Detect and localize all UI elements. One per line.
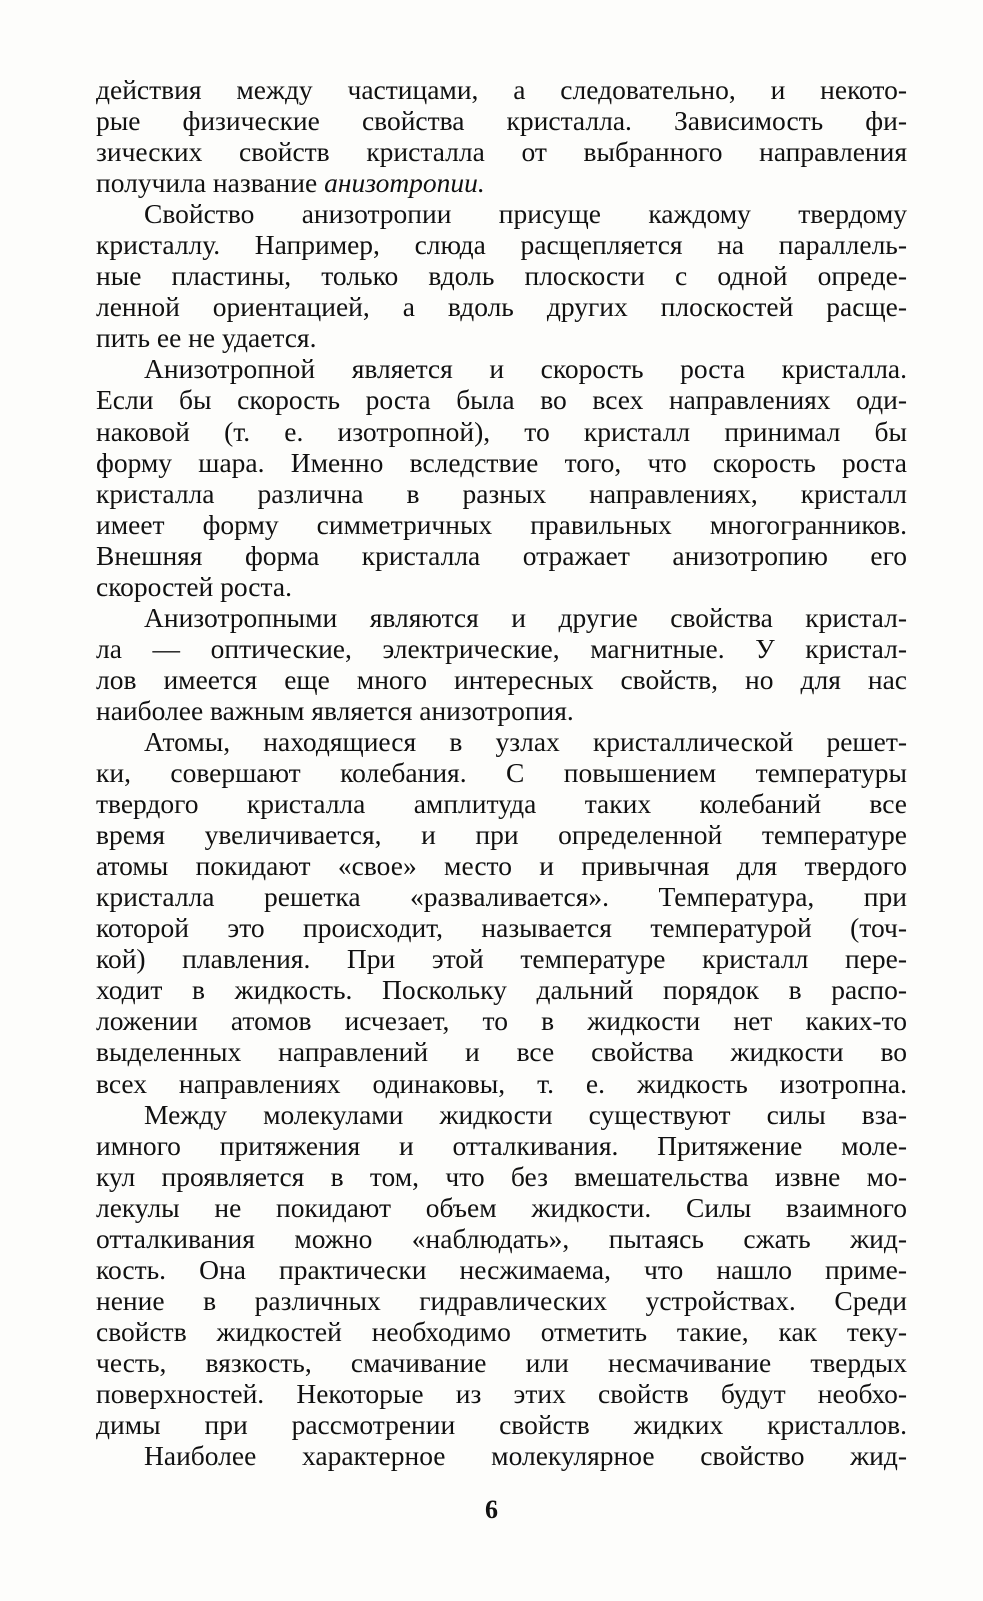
text-line: [96, 447, 907, 478]
text-line-content: Внешняя форма кристалла отражает анизотропию его: [96, 539, 907, 571]
text-line-content: ки, совершают колебания. С повышением температуры: [96, 757, 907, 789]
text-line-content: пить ее не удается.: [96, 322, 317, 354]
text-line-content: Атомы, находящиеся в узлах кристаллической решет-: [144, 725, 907, 757]
text-line-content: ходит в жидкость. Поскольку дальний порядок в распо-: [96, 974, 907, 1006]
text-line: [96, 1378, 907, 1409]
text-line-content: кристалла решетка «разваливается». Температура, при: [96, 881, 907, 913]
text-line-content: честь, вязкость, смачивание или несмачивание твердых: [96, 1346, 907, 1378]
text-line: [96, 1068, 907, 1099]
text-line: [96, 602, 907, 633]
text-line-content: имеет форму симметричных правильных многогранников.: [96, 508, 907, 540]
text-line: [96, 105, 907, 136]
text-line-content: кул проявляется в том, что без вмешательства извне мо-: [96, 1160, 907, 1192]
text-line: [96, 540, 907, 571]
text-line-content: кой) плавления. При этой температуре кристалл пере-: [96, 943, 907, 975]
text-line: [96, 943, 907, 974]
text-line: [96, 726, 907, 757]
text-line: [96, 416, 907, 447]
text-line-content: ленной ориентацией, а вдоль других плоскостей расще-: [96, 291, 907, 323]
text-line-content: наковой (т. е. изотропной), то кристалл принимал бы: [96, 415, 907, 447]
text-line: [96, 1254, 907, 1285]
text-line-content: кристалла различна в разных направлениях, кристалл: [96, 477, 907, 509]
text-line-content: рые физические свойства кристалла. Зависимость фи-: [96, 105, 907, 137]
text-line: [96, 1130, 907, 1161]
text-line: [96, 229, 907, 260]
body-text: [96, 74, 907, 1471]
text-line: [96, 1316, 907, 1347]
text-line: [96, 260, 907, 291]
text-line-content: получила название: [96, 167, 325, 199]
text-line: [96, 384, 907, 415]
text-line: [96, 695, 907, 726]
text-line-content: время увеличивается, и при определенной температуре: [96, 819, 907, 851]
text-line-content: димы при рассмотрении свойств жидких кристаллов.: [96, 1409, 907, 1441]
text-line: [96, 353, 907, 384]
text-line: [96, 1005, 907, 1036]
text-line: [96, 819, 907, 850]
text-line-content: Между молекулами жидкости существуют силы вза-: [144, 1098, 907, 1130]
text-line: [96, 757, 907, 788]
text-line-content: свойств жидкостей необходимо отметить такие, как теку-: [96, 1315, 907, 1347]
text-line: [96, 1161, 907, 1192]
text-line-content: действия между частицами, а следовательно, и некото-: [96, 74, 907, 105]
text-line-content: всех направлениях одинаковы, т. е. жидкость изотропна.: [96, 1067, 907, 1099]
text-line: [96, 1285, 907, 1316]
text-line-content: лов имеется еще много интересных свойств, но для нас: [96, 663, 907, 695]
text-line: [96, 974, 907, 1005]
text-line: [96, 1036, 907, 1067]
text-line: [96, 198, 907, 229]
text-line-content: выделенных направлений и все свойства жидкости во: [96, 1036, 907, 1068]
text-line-content: нение в различных гидравлических устройствах. Среди: [96, 1284, 907, 1316]
text-line: [96, 167, 907, 198]
text-line-content: Если бы скорость роста была во всех направлениях оди-: [96, 384, 907, 416]
text-line-content: поверхностей. Некоторые из этих свойств будут необхо-: [96, 1377, 907, 1409]
text-line-content: лекулы не покидают объем жидкости. Силы взаимного: [96, 1191, 907, 1223]
text-line: [96, 912, 907, 943]
text-line-content: отталкивания можно «наблюдать», пытаясь сжать жид-: [96, 1222, 907, 1254]
text-line: [96, 509, 907, 540]
text-line-content: зических свойств кристалла от выбранного направления: [96, 136, 907, 168]
text-line-content: Свойство анизотропии присуще каждому твердому: [144, 198, 907, 230]
page-number: 6: [485, 1495, 498, 1524]
text-line-content: твердого кристалла амплитуда таких колебаний все: [96, 788, 907, 820]
text-line-content: Наиболее характерное молекулярное свойство жид-: [144, 1440, 907, 1472]
text-line: [96, 664, 907, 695]
text-line-content: Анизотропными являются и другие свойства кристал-: [144, 601, 907, 633]
text-line-content: кристаллу. Например, слюда расщепляется на параллель-: [96, 229, 907, 261]
text-line: [96, 291, 907, 322]
text-line-content: ные пластины, только вдоль плоскости с одной опреде-: [96, 260, 907, 292]
text-line: [96, 1440, 907, 1471]
text-line: [96, 1099, 907, 1130]
text-line-content: кость. Она практически несжимаема, что нашло приме-: [96, 1253, 907, 1285]
text-line-content: наиболее важным является анизотропия.: [96, 694, 574, 726]
text-line: [96, 478, 907, 509]
text-line-content: ложении атомов исчезает, то в жидкости нет каких-то: [96, 1005, 907, 1037]
text-line: [96, 1192, 907, 1223]
text-line: [96, 881, 907, 912]
text-line: [96, 1409, 907, 1440]
text-line-content: Анизотропной является и скорость роста кристалла.: [144, 353, 907, 385]
text-line: [96, 1223, 907, 1254]
text-line: [96, 136, 907, 167]
text-line: [96, 633, 907, 664]
text-line-content: атомы покидают «свое» место и привычная для твердого: [96, 850, 907, 882]
text-line-content: имного притяжения и отталкивания. Притяжение моле-: [96, 1129, 907, 1161]
text-line-content: ла — оптические, электрические, магнитные. У кристал-: [96, 632, 907, 664]
text-line: [96, 788, 907, 819]
text-line: [96, 74, 907, 105]
text-line-content: форму шара. Именно вследствие того, что скорость роста: [96, 446, 907, 478]
text-line: [96, 850, 907, 881]
text-line-content: скоростей роста.: [96, 570, 292, 602]
italic-term: анизотропии.: [324, 167, 485, 199]
text-line: [96, 322, 907, 353]
text-line: [96, 571, 907, 602]
text-line-content: которой это происходит, называется температурой (точ-: [96, 912, 907, 944]
text-line: [96, 1347, 907, 1378]
